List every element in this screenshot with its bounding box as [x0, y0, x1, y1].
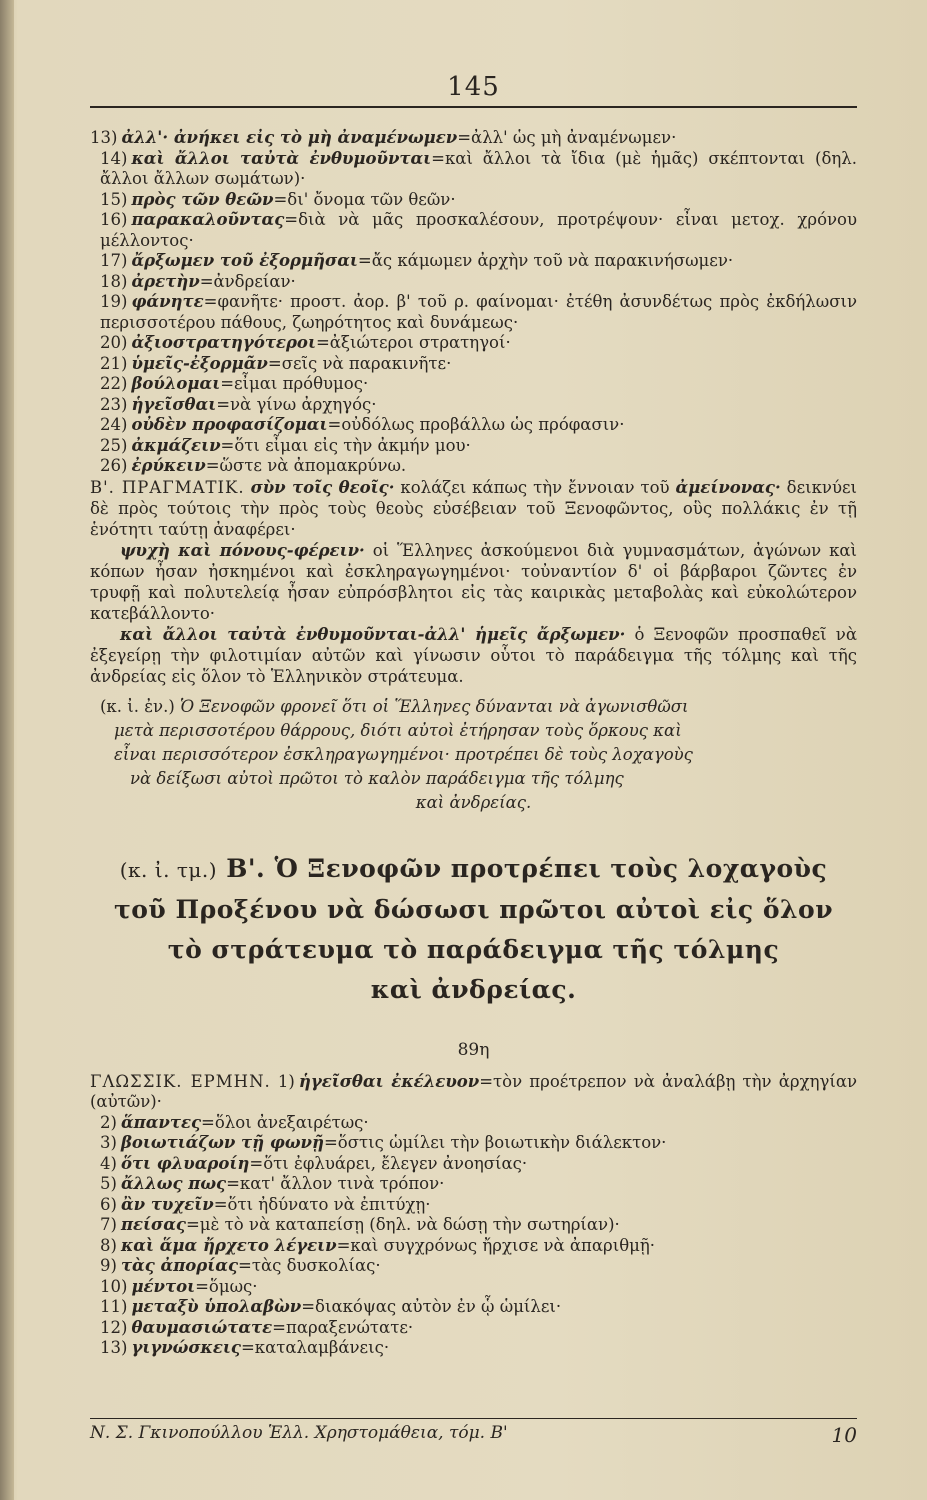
summary-block: [90, 695, 857, 815]
item-term: ὅτι φλυαροίη: [120, 1153, 250, 1173]
item-number: 2): [100, 1112, 117, 1132]
glossary-item: [90, 1195, 857, 1216]
item-term: ἀκμάζειν: [131, 435, 221, 455]
pragmatik-term-1: σὺν τοῖς θεοῖς·: [250, 477, 395, 497]
item-number: 20): [100, 333, 128, 352]
item-number: 19): [100, 292, 128, 311]
pragmatik-text-2: δεικνύει δὲ πρὸς τούτοις τὴν πρὸς τοὺς θεοὺς εὐσέβειαν τοῦ Ξενοφῶντος, οὓς πολλάκις ἐν τῇ ἑνότητι ταύτῃ ἀναφέρει·: [90, 477, 857, 539]
item-definition: =οὐδόλως προβάλλω ὡς πρόφασιν·: [327, 415, 625, 434]
note-item: [90, 149, 857, 190]
glossary-item: [90, 1072, 857, 1113]
note-item: [90, 436, 857, 457]
glossary-label: ΓΛΩΣΣΙΚ. ΕΡΜΗΝ.: [90, 1071, 271, 1091]
footer: [90, 1418, 857, 1447]
item-number: 1): [277, 1071, 295, 1091]
glossary-item: [90, 1256, 857, 1277]
item-term: πρὸς τῶν θεῶν: [131, 189, 274, 209]
item-term: ἀλλ'· ἀνήκει εἰς τὸ μὴ ἀναμένωμεν: [121, 128, 458, 147]
item-term: ἀρετὴν: [131, 271, 200, 291]
note-item: [90, 190, 857, 211]
pragmatik-paragraph-3: [90, 624, 857, 687]
pragmatik-term-4: καὶ ἄλλοι ταὐτὰ ἐνθυμοῦνται-ἀλλ' ἡμεῖς ἄρξωμεν·: [120, 624, 626, 644]
summary-line-4: νὰ δείξωσι αὐτοὶ πρῶτοι τὸ καλὸν παράδειγμα τῆς τόλμης: [130, 768, 624, 788]
item-number: 24): [100, 415, 128, 434]
item-term: τὰς ἀπορίας: [120, 1256, 239, 1275]
note-item: [90, 333, 857, 354]
item-definition: =νὰ γίνω ἀρχηγός·: [216, 394, 377, 414]
header-rule: [90, 106, 857, 108]
note-item: [90, 374, 857, 395]
heading-line-4: καὶ ἀνδρείας.: [370, 974, 577, 1004]
item-definition: =τὸν προέτρεπον νὰ ἀναλάβῃ τὴν ἀρχηγίαν (αὐτῶν)·: [90, 1071, 857, 1111]
item-number: 25): [100, 435, 128, 455]
pragmatik-label: Β'. ΠΡΑΓΜΑΤΙΚ.: [90, 477, 245, 497]
item-definition: =διὰ νὰ μᾶς προσκαλέσουν, προτρέψουν· εἶναι μετοχ. χρόνου μέλλοντος·: [100, 210, 857, 250]
item-term: ἄλλως πως: [120, 1174, 227, 1193]
item-definition: =διακόψας αὐτὸν ἐν ᾧ ὡμίλει·: [301, 1297, 562, 1316]
item-definition: =ὅμως·: [195, 1276, 258, 1296]
item-definition: =φανῆτε· προστ. ἀορ. β' τοῦ ρ. φαίνομαι· ἐτέθη ἀσυνδέτως πρὸς ἐκδήλωσιν περισσοτέρου πάθους, ζωηρότητος καὶ δυνάμεως·: [100, 292, 857, 332]
item-term: οὐδὲν προφασίζομαι: [131, 415, 328, 434]
section-number: 89η: [457, 1039, 490, 1060]
item-number: 18): [100, 271, 128, 291]
item-term: βούλομαι: [131, 374, 221, 393]
note-item: [90, 395, 857, 416]
glossary-list: [90, 1072, 857, 1359]
item-term: ἐρύκειν: [131, 456, 206, 475]
note-item: [90, 354, 857, 375]
note-item: [90, 210, 857, 251]
heading-line-3: τὸ στράτευμα τὸ παράδειγμα τῆς τόλμης: [167, 934, 780, 964]
item-definition: =καταλαμβάνεις·: [240, 1338, 390, 1357]
item-term: βοιωτιάζων τῇ φωνῇ: [120, 1133, 324, 1152]
item-definition: =ἀξιώτεροι στρατηγοί·: [315, 333, 511, 352]
pragmatik-text-1: κολάζει κάπως τὴν ἔννοιαν τοῦ: [394, 477, 676, 497]
note-item: [90, 251, 857, 272]
pragmatik-term-3: ψυχὴ καὶ πόνους-φέρειν·: [120, 540, 365, 560]
summary-line-1: [90, 695, 857, 719]
glossary-item: [90, 1154, 857, 1175]
item-term: ἄρξωμεν τοῦ ἐξορμῆσαι: [131, 251, 358, 270]
item-number: 12): [100, 1317, 128, 1337]
item-term: μεταξὺ ὑπολαβὼν: [131, 1297, 302, 1316]
heading-line-2: τοῦ Προξένου νὰ δώσωσι πρῶτοι αὐτοὶ εἰς ὅλον: [113, 894, 834, 924]
glossary-item: [90, 1318, 857, 1339]
item-number: 8): [100, 1235, 117, 1255]
page-number: 145: [447, 72, 500, 102]
item-term: ὑμεῖς-ἐξορμᾶν: [131, 353, 268, 373]
glossary-item: [90, 1133, 857, 1154]
pragmatik-paragraph-2: [90, 540, 857, 624]
note-item: [90, 292, 857, 333]
item-number: 3): [100, 1133, 117, 1152]
item-number: 6): [100, 1194, 117, 1214]
item-number: 23): [100, 394, 128, 414]
item-number: 17): [100, 251, 128, 270]
page-edge: [0, 0, 14, 1500]
item-number: 11): [100, 1297, 128, 1316]
item-definition: =ὅστις ὡμίλει τὴν βοιωτικὴν διάλεκτον·: [323, 1133, 667, 1152]
item-definition: =καὶ ἄλλοι τὰ ἴδια (μὲ ἡμᾶς) σκέπτονται (δηλ. ἄλλοι ἄλλων σωμάτων)·: [100, 148, 857, 188]
summary-line-3: εἶναι περισσότερον ἐσκληραγωγημένοι· προτρέπει δὲ τοὺς λοχαγοὺς: [114, 744, 693, 764]
item-term: θαυμασιώτατε: [131, 1317, 273, 1337]
item-number: 5): [100, 1174, 117, 1193]
item-number: 13): [90, 128, 118, 147]
item-number: 10): [100, 1276, 128, 1296]
item-number: 9): [100, 1256, 117, 1275]
item-definition: =τὰς δυσκολίας·: [238, 1256, 381, 1275]
item-definition: =ὅλοι ἀνεξαιρέτως·: [201, 1112, 369, 1132]
note-item: [90, 128, 857, 149]
item-term: ἂν τυχεῖν: [120, 1194, 214, 1214]
item-number: 16): [100, 210, 128, 229]
item-definition: =ὥστε νὰ ἀπομακρύνω.: [205, 456, 407, 475]
pragmatik-text-3: οἱ Ἕλληνες ἀσκούμενοι διὰ γυμνασμάτων, ἀγώνων καὶ κόπων ἦσαν ἠσκημένοι καὶ ἐσκληραγωγημένοι· τοὐναντίον δ' οἱ βάρβαροι ζῶντες ἐν τρυφῇ καὶ πολυτελείᾳ ἦσαν εὐπρόσβλητοι εἰς τὰς καιρικὰς μεταβολὰς καὶ εὐκολώτερον κατεβάλλοντο·: [90, 540, 857, 623]
pragmatik-text-4: ὁ Ξενοφῶν προσπαθεῖ νὰ ἐξεγείρῃ τὴν φιλοτιμίαν αὐτῶν καὶ γίνωσιν οὗτοι τὸ παράδειγμα τῆς τόλμης καὶ τῆς ἀνδρείας εἰς ὅλον τὸ Ἑλληνικὸν στράτευμα.: [90, 624, 857, 686]
footer-sheet-number: 10: [831, 1423, 857, 1447]
item-number: 14): [100, 148, 128, 168]
item-term: παρακαλοῦντας: [131, 210, 285, 229]
item-definition: =ὅτι εἶμαι εἰς τὴν ἀκμήν μου·: [220, 435, 471, 455]
glossary-item: [90, 1277, 857, 1298]
note-item: [90, 272, 857, 293]
section-heading: [90, 849, 857, 1010]
item-number: 7): [100, 1215, 117, 1234]
glossary-item: [90, 1338, 857, 1359]
item-definition: =δι' ὄνομα τῶν θεῶν·: [273, 189, 456, 209]
item-number: 21): [100, 353, 128, 373]
note-item: [90, 415, 857, 436]
note-item: [90, 456, 857, 477]
glossary-item: [90, 1174, 857, 1195]
pragmatik-paragraph: [90, 477, 857, 540]
glossary-item: [90, 1236, 857, 1257]
summary-line-2: μετὰ περισσοτέρου θάρρους, διότι αὐτοὶ ἐτήρησαν τοὺς ὅρκους καὶ: [114, 720, 682, 740]
item-term: γιγνώσκεις: [131, 1338, 241, 1357]
pragmatik-term-2: ἀμείνονας·: [675, 477, 781, 497]
item-number: 15): [100, 189, 128, 209]
item-definition: =σεῖς νὰ παρακινῆτε·: [267, 353, 452, 373]
summary-text-1: Ὁ Ξενοφῶν φρονεῖ ὅτι οἱ Ἕλληνες δύνανται νὰ ἀγωνισθῶσι: [180, 696, 689, 716]
item-number: 4): [100, 1153, 117, 1173]
item-term: ἡγεῖσθαι ἐκέλευον: [298, 1071, 480, 1091]
item-definition: =κατ' ἄλλον τινὰ τρόπον·: [226, 1174, 445, 1193]
item-definition: =ἄς κάμωμεν ἀρχὴν τοῦ νὰ παρακινήσωμεν·: [357, 251, 734, 270]
item-term: ἅπαντες: [120, 1112, 202, 1132]
heading-text-1: Β'. Ὁ Ξενοφῶν προτρέπει τοὺς λοχαγοὺς: [226, 853, 828, 883]
item-number: 22): [100, 374, 128, 393]
item-term: φάνητε: [131, 292, 204, 311]
glossary-item: [90, 1297, 857, 1318]
item-definition: =ἀλλ' ὡς μὴ ἀναμένωμεν·: [457, 128, 677, 147]
glossary-item: [90, 1113, 857, 1134]
summary-prefix: (κ. ἰ. ἐν.): [100, 696, 175, 716]
item-definition: =παραξενώτατε·: [272, 1317, 414, 1337]
item-term: ἡγεῖσθαι: [131, 394, 217, 414]
item-number: 13): [100, 1338, 128, 1357]
footer-credit: Ν. Σ. Γκινοπούλλου Ἑλλ. Χρηστομάθεια, τόμ. Β': [90, 1423, 508, 1443]
item-term: καὶ ἅμα ἤρχετο λέγειν: [120, 1235, 337, 1255]
item-definition: =εἶμαι πρόθυμος·: [220, 374, 369, 393]
item-number: 26): [100, 456, 128, 475]
item-definition: =καὶ συγχρόνως ἤρχισε νὰ ἀπαριθμῇ·: [336, 1235, 655, 1255]
item-definition: =ὅτι ἐφλυάρει, ἔλεγεν ἀνοησίας·: [249, 1153, 528, 1173]
item-term: καὶ ἄλλοι ταὐτὰ ἐνθυμοῦνται: [131, 148, 432, 168]
glossary-item: [90, 1215, 857, 1236]
item-definition: =ἀνδρείαν·: [199, 271, 296, 291]
notes-list: [90, 128, 857, 477]
item-term: πείσας: [120, 1215, 186, 1234]
heading-line-1: [90, 849, 857, 890]
item-definition: =μὲ τὸ νὰ καταπείσῃ (δηλ. νὰ δώσῃ τὴν σωτηρίαν)·: [185, 1215, 620, 1234]
item-term: μέντοι: [131, 1276, 196, 1296]
heading-prefix: (κ. ἰ. τμ.): [119, 857, 218, 882]
item-term: ἀξιοστρατηγότεροι: [131, 333, 316, 352]
item-definition: =ὅτι ἠδύνατο νὰ ἐπιτύχῃ·: [213, 1194, 431, 1214]
summary-line-5: καὶ ἀνδρείας.: [415, 792, 532, 812]
